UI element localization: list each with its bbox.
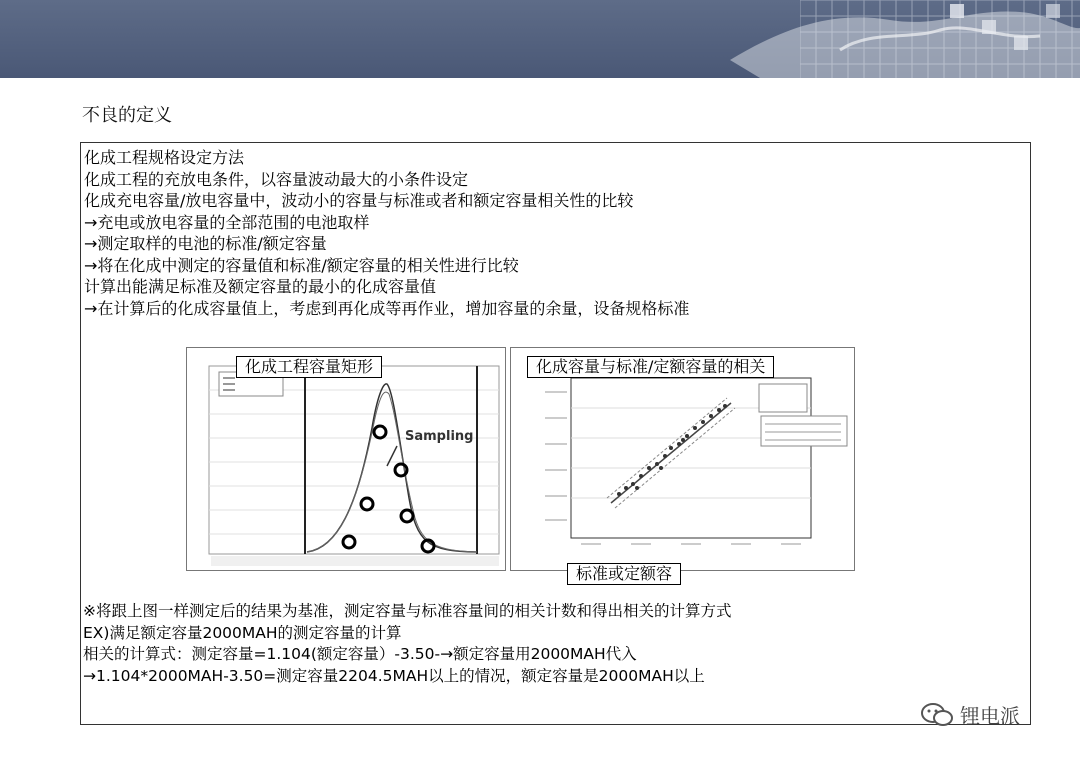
spec-line: 化成工程的充放电条件，以容量波动最大的小条件设定 — [84, 169, 469, 189]
spec-line: 化成充电容量/放电容量中，波动小的容量与标准或者和额定容量相关性的比较 — [84, 191, 634, 210]
right-chart-label: 化成容量与标准/定额容量的相关 — [527, 356, 774, 378]
distribution-figure — [187, 348, 505, 570]
correlation-chart-image — [510, 347, 855, 571]
spec-line: →将在化成中测定的容量值和标准/额定容量的相关性进行比较 — [84, 255, 519, 275]
world-map-grid-decoration — [720, 0, 1080, 78]
spec-lines — [84, 147, 689, 319]
capacity-distribution-chart-image — [186, 347, 506, 571]
spec-line: →充电或放电容量的全部范围的电池取样 — [84, 212, 370, 232]
wechat-icon — [920, 702, 954, 728]
note-line: →1.104*2000MAH-3.50=测定容量2204.5MAH以上的情况，额定容量是2000MAH以上 — [83, 666, 705, 685]
correlation-figure — [511, 348, 854, 570]
spec-line: →在计算后的化成容量值上，考虑到再化成等再作业，增加容量的余量，设备规格标准 — [84, 298, 690, 318]
left-chart-label: 化成工程容量矩形 — [236, 356, 382, 378]
calculation-notes — [83, 601, 732, 687]
watermark-text: 锂电派 — [960, 704, 1020, 728]
right-chart-axis-label: 标准或定额容 — [567, 563, 681, 585]
sampling-label: Sampling — [405, 429, 474, 444]
slide-header-banner — [0, 0, 1080, 78]
spec-line: 计算出能满足标准及额定容量的最小的化成容量值 — [84, 277, 437, 296]
spec-line: 化成工程规格设定方法 — [84, 148, 245, 167]
note-line: ※将跟上图一样测定后的结果为基准，测定容量与标准容量间的相关计数和得出相关的计算方式 — [83, 602, 732, 620]
note-line: EX)满足额定容量2000MAH的测定容量的计算 — [83, 623, 402, 642]
slide-title: 不良的定义 — [82, 105, 172, 126]
note-line: 相关的计算式：测定容量=1.104(额定容量）-3.50-→额定容量用2000MAH代入 — [83, 645, 637, 663]
watermark — [920, 700, 1020, 729]
spec-line: →测定取样的电池的标准/额定容量 — [84, 234, 327, 253]
